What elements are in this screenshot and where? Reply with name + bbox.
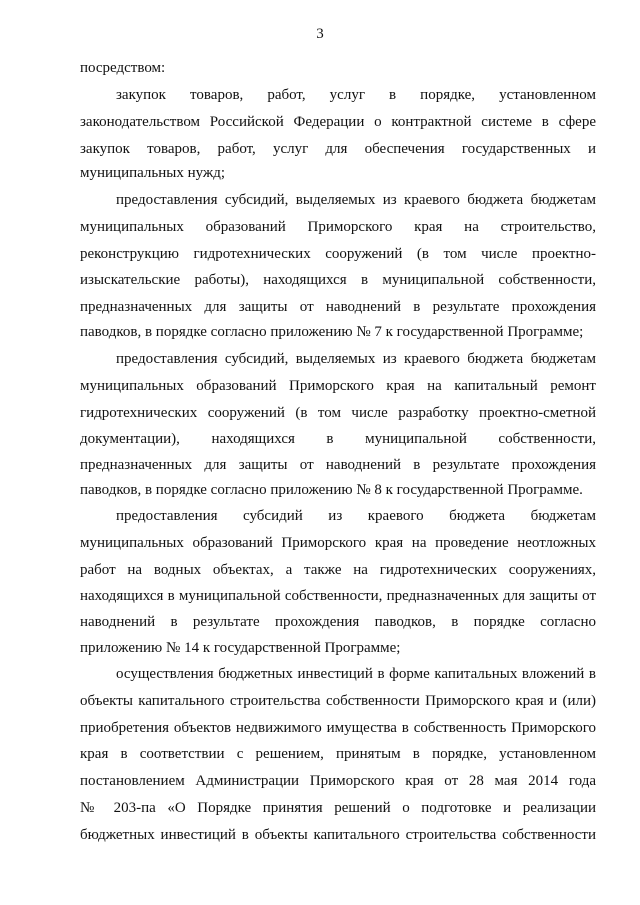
text-line: предоставления субсидий, выделяемых из краевого бюджета бюджетам xyxy=(116,351,596,367)
text-line: наводнений в результате прохождения паводков, в порядке согласно xyxy=(80,614,596,630)
text-line: приобретения объектов недвижимого имущества в собственность Приморского xyxy=(80,720,596,736)
text-line: края в соответствии с решением, принятым в порядке, установленном xyxy=(80,746,596,762)
text-line: муниципальных нужд; xyxy=(80,165,226,181)
text-line: реконструкцию гидротехнических сооружений (в том числе проектно- xyxy=(80,246,596,262)
text-line: муниципальных образований Приморского края на капитальный ремонт xyxy=(80,378,596,394)
text-line: приложению № 14 к государственной Программе; xyxy=(80,640,401,656)
text-line: постановлением Администрации Приморского края от 28 мая 2014 года xyxy=(80,773,596,789)
text-line: объекты капитального строительства собственности Приморского края и (или) xyxy=(80,693,596,709)
text-line: гидротехнических сооружений (в том числе разработку проектно-сметной xyxy=(80,405,596,421)
text-line: посредством: xyxy=(80,60,166,76)
page-number: 3 xyxy=(316,26,324,42)
text-line: документации), находящихся в муниципальной собственности, xyxy=(80,431,596,447)
text-line: осуществления бюджетных инвестиций в форме капитальных вложений в xyxy=(116,666,596,682)
text-line: № 203-па «О Порядке принятия решений о подготовке и реализации xyxy=(80,800,596,816)
text-line: предназначенных для защиты от наводнений в результате прохождения xyxy=(80,299,596,315)
text-line: предоставления субсидий, выделяемых из краевого бюджета бюджетам xyxy=(116,192,596,208)
text-line: предоставления субсидий из краевого бюджета бюджетам xyxy=(116,508,596,524)
text-line: находящихся в муниципальной собственности, предназначенных для защиты от xyxy=(80,588,596,604)
text-line: закупок товаров, работ, услуг в порядке, установленном xyxy=(116,87,596,103)
text-line: изыскательские работы), находящихся в муниципальной собственности, xyxy=(80,272,596,288)
text-line: паводков, в порядке согласно приложению № 7 к государственной Программе; xyxy=(80,324,584,340)
text-line: муниципальных образований Приморского края на проведение неотложных xyxy=(80,535,596,551)
text-line: муниципальных образований Приморского края на строительство, xyxy=(80,219,596,235)
text-line: работ на водных объектах, а также на гидротехнических сооружениях, xyxy=(80,562,596,578)
text-line: закупок товаров, работ, услуг для обеспечения государственных и xyxy=(80,141,596,157)
text-line: бюджетных инвестиций в объекты капитального строительства собственности xyxy=(80,827,596,843)
text-line: паводков, в порядке согласно приложению № 8 к государственной Программе. xyxy=(80,482,583,498)
text-line: законодательством Российской Федерации о контрактной системе в сфере xyxy=(80,114,596,130)
text-line: предназначенных для защиты от наводнений в результате прохождения xyxy=(80,457,596,473)
